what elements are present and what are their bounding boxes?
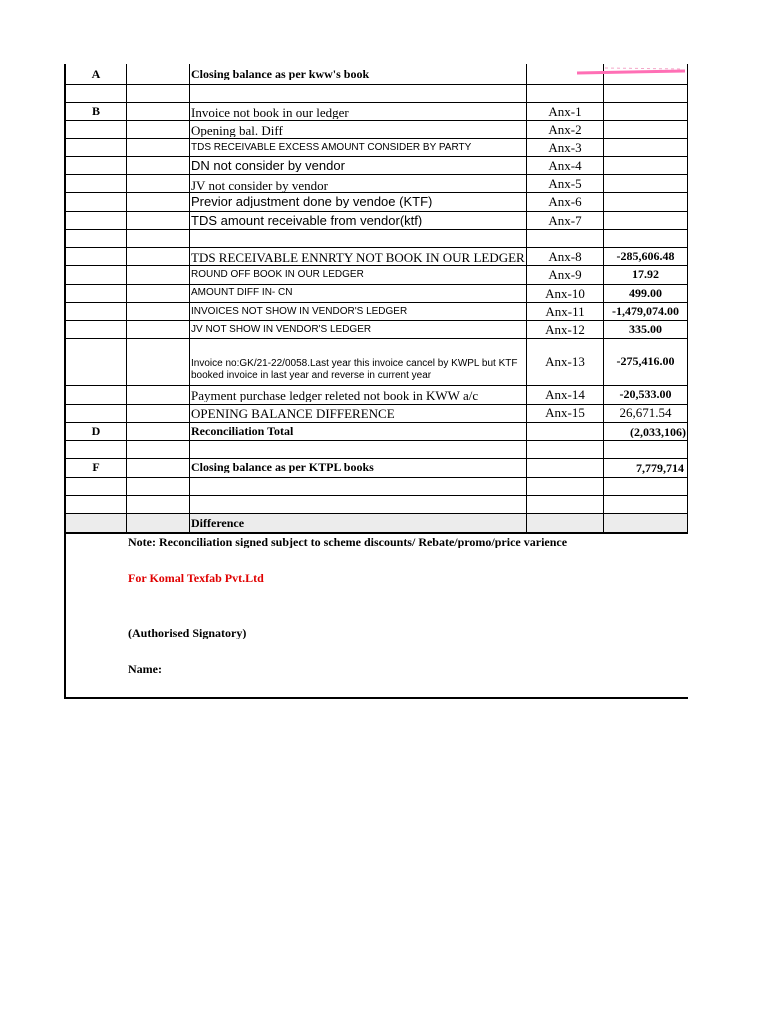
annexure-ref: Anx-12 <box>545 323 585 336</box>
annexure-ref: Anx-13 <box>545 355 585 368</box>
row-description: JV NOT SHOW IN VENDOR'S LEDGER <box>191 325 372 335</box>
row-description: Previor adjustment done by vendoe (KTF) <box>191 195 433 208</box>
row-description: AMOUNT DIFF IN- CN <box>191 288 293 298</box>
amount: 7,779,714 <box>636 462 684 474</box>
amount: (2,033,106) <box>630 426 686 438</box>
annexure-ref: Anx-9 <box>548 268 582 281</box>
row-description: Closing balance as per kww's book <box>191 68 370 80</box>
row-description: Closing balance as per KTPL books <box>191 461 374 473</box>
row-description: OPENING BALANCE DIFFERENCE <box>191 407 395 420</box>
row-description: Invoice not book in our ledger <box>191 106 349 119</box>
amount: 499.00 <box>629 287 662 299</box>
row-line <box>65 477 688 478</box>
annexure-ref: Anx-15 <box>545 406 585 419</box>
annexure-ref: Anx-11 <box>545 305 585 318</box>
row-line <box>65 385 688 386</box>
row-description: JV not consider by vendor <box>191 179 328 192</box>
left-border <box>64 64 66 699</box>
row-line <box>65 156 688 157</box>
annexure-ref: Anx-5 <box>548 177 582 190</box>
row-line <box>65 422 688 423</box>
row-description: Reconciliation Total <box>191 425 294 437</box>
row-code: A <box>91 68 101 80</box>
reconciliation-note: Note: Reconciliation signed subject to scheme discounts/ Rebate/promo/price varience <box>128 536 568 548</box>
row-line <box>65 284 688 285</box>
row-line <box>65 265 688 266</box>
row-line <box>65 458 688 459</box>
annexure-ref: Anx-7 <box>548 214 582 227</box>
amount: -20,533.00 <box>619 388 672 400</box>
row-description: Invoice no:GK/21-22/0058.Last year this invoice cancel by KWPL but KTF booked invoice in last year and reverse in current year <box>191 358 518 381</box>
amount: 26,671.54 <box>619 406 672 419</box>
row-line <box>65 120 688 121</box>
col-line <box>687 64 688 533</box>
row-line <box>65 192 688 193</box>
sheet-bottom-line <box>64 697 688 699</box>
row-line <box>65 440 688 441</box>
row-code: B <box>91 105 100 117</box>
row-line <box>65 229 688 230</box>
row-code: D <box>91 425 101 437</box>
annexure-ref: Anx-14 <box>545 388 585 401</box>
row-description: TDS RECEIVABLE ENNRTY NOT BOOK IN OUR LEDGER <box>191 251 525 264</box>
annexure-ref: Anx-1 <box>548 105 582 118</box>
row-line <box>65 320 688 321</box>
row-description: Opening bal. Diff <box>191 124 283 137</box>
annexure-ref: Anx-8 <box>548 250 582 263</box>
row-description: INVOICES NOT SHOW IN VENDOR'S LEDGER <box>191 307 408 317</box>
row-line <box>65 302 688 303</box>
annexure-ref: Anx-4 <box>548 159 582 172</box>
annexure-ref: Anx-6 <box>548 195 582 208</box>
row-description: Difference <box>191 517 245 529</box>
name-label: Name: <box>128 663 162 675</box>
row-description: Payment purchase ledger releted not book in KWW a/c <box>191 389 479 402</box>
row-description: TDS amount receivable from vendor(ktf) <box>191 214 423 227</box>
redaction-scribble-icon <box>575 66 687 78</box>
annexure-ref: Anx-2 <box>548 123 582 136</box>
authorised-signatory-label: (Authorised Signatory) <box>128 627 247 639</box>
row-line <box>65 174 688 175</box>
row-line <box>65 84 688 85</box>
amount: 335.00 <box>629 323 662 335</box>
row-line <box>65 102 688 103</box>
row-line <box>65 404 688 405</box>
row-line <box>65 138 688 139</box>
row-description: ROUND OFF BOOK IN OUR LEDGER <box>191 270 364 280</box>
row-line <box>65 211 688 212</box>
row-line <box>65 338 688 339</box>
table-bottom-line <box>65 532 688 534</box>
company-signature-label: For Komal Texfab Pvt.Ltd <box>128 572 264 584</box>
amount: -285,606.48 <box>616 250 675 262</box>
row-description: TDS RECEIVABLE EXCESS AMOUNT CONSIDER BY PARTY <box>191 143 472 153</box>
redacted-mark <box>575 66 687 78</box>
row-line <box>65 513 688 514</box>
annexure-ref: Anx-10 <box>545 287 585 300</box>
col-line <box>189 64 190 533</box>
amount: 17.92 <box>632 268 659 280</box>
amount: -1,479,074.00 <box>612 305 679 317</box>
row-line <box>65 247 688 248</box>
amount: -275,416.00 <box>616 355 675 367</box>
row-description: DN not consider by vendor <box>191 159 345 172</box>
row-code: F <box>92 461 100 473</box>
annexure-ref: Anx-3 <box>548 141 582 154</box>
row-line <box>65 495 688 496</box>
col-line <box>126 64 127 533</box>
